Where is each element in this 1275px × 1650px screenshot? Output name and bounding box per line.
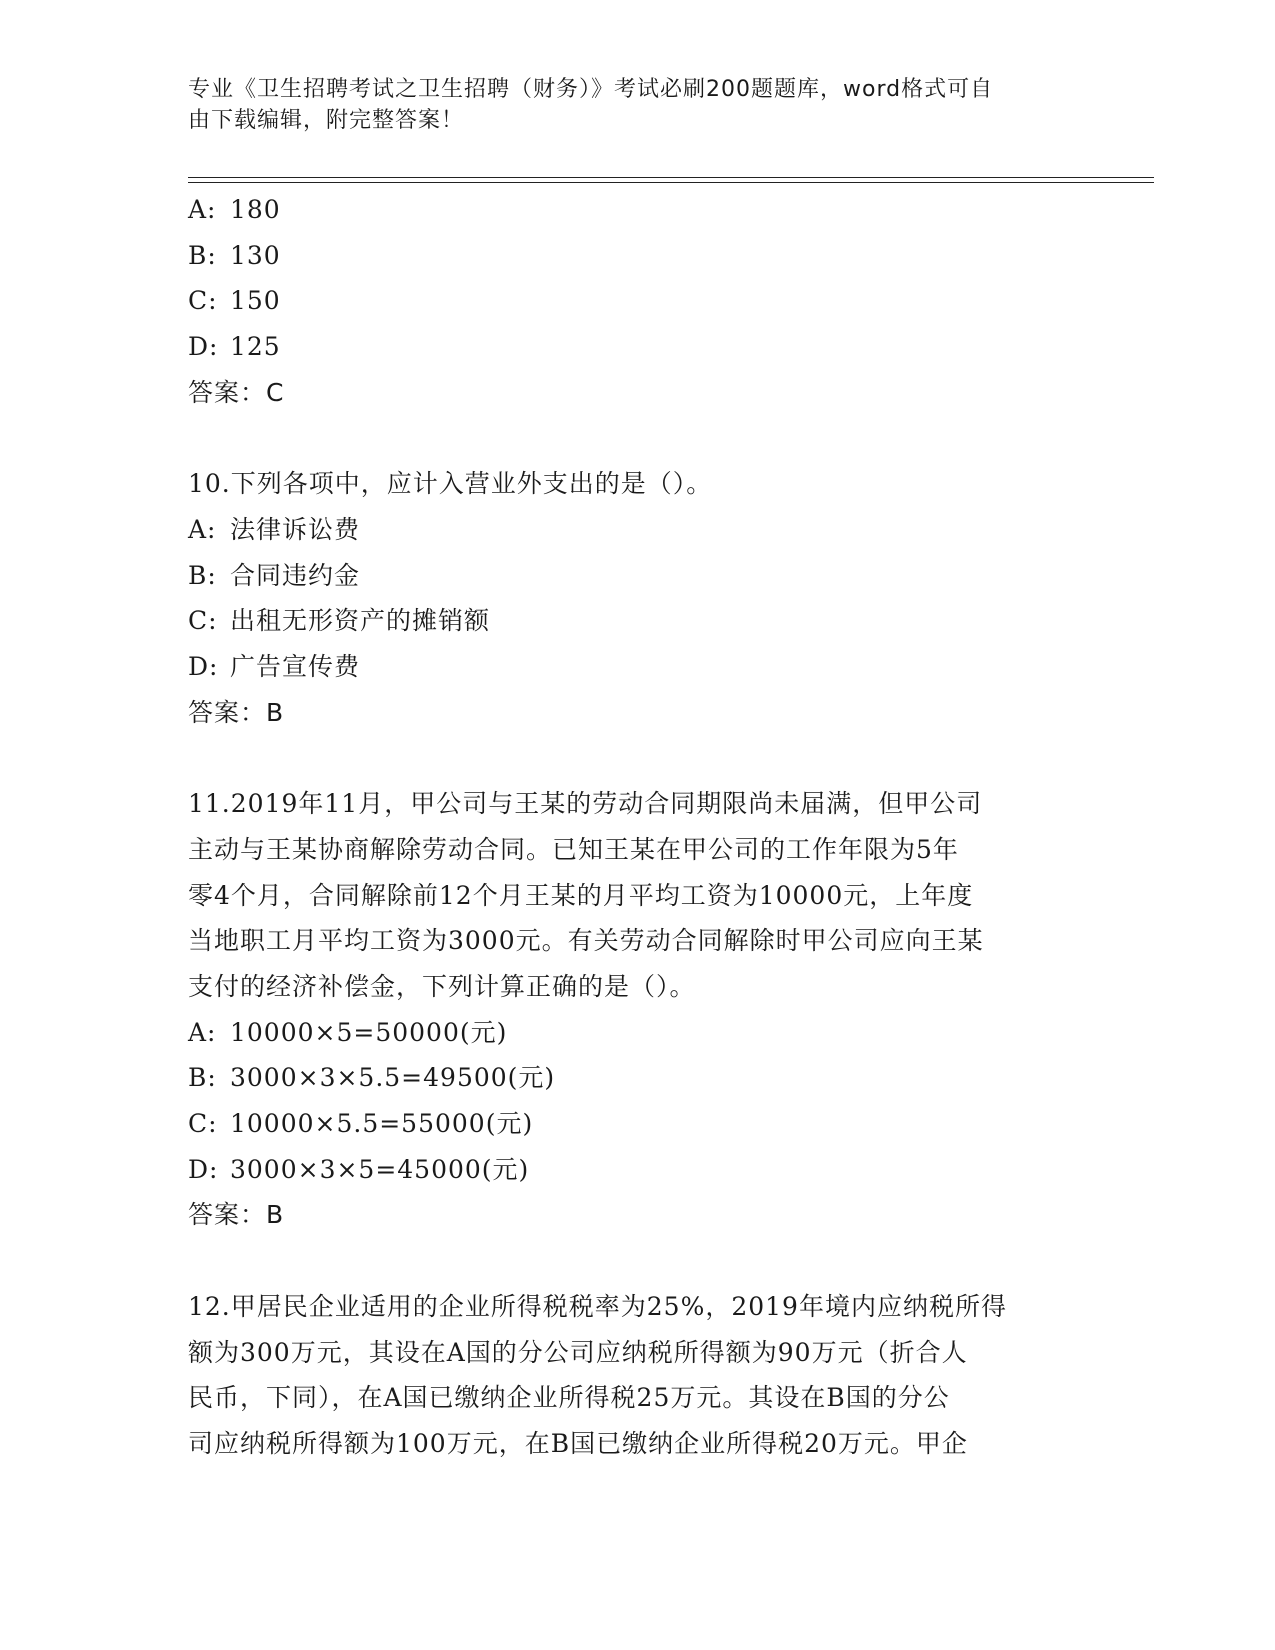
question-stem-line: 司应纳税所得额为100万元，在B国已缴纳企业所得税20万元。甲企 — [188, 1428, 968, 1458]
option-c: C: 10000×5.5=55000(元) — [188, 1109, 534, 1139]
question-content — [188, 187, 1068, 1467]
answer-line: 答案：B — [188, 1200, 285, 1230]
answer-line: 答案：B — [188, 697, 285, 727]
question-stem-line: 额为300万元，其设在A国的分公司应纳税所得额为90万元（折合人 — [188, 1337, 968, 1367]
option-d: D: 3000×3×5=45000(元) — [188, 1154, 530, 1184]
question-stem: 10.下列各项中，应计入营业外支出的是（）。 — [188, 469, 713, 499]
option-b: B: 130 — [188, 240, 281, 270]
spacer — [188, 1238, 1068, 1284]
question-stem-line: 主动与王某协商解除劳动合同。已知王某在甲公司的工作年限为5年 — [188, 834, 959, 864]
spacer — [188, 416, 1068, 462]
document-header — [188, 74, 1068, 136]
option-c: C: 150 — [188, 286, 281, 316]
question-stem-line: 12.甲居民企业适用的企业所得税税率为25%，2019年境内应纳税所得 — [188, 1291, 1007, 1321]
header-line-1: 专业《卫生招聘考试之卫生招聘（财务）》考试必刷200题题库，word格式可自 — [188, 77, 994, 102]
question-stem-line: 零4个月，合同解除前12个月王某的月平均工资为10000元，上年度 — [188, 880, 974, 910]
header-divider-top — [188, 177, 1154, 178]
option-b: B: 3000×3×5.5=49500(元) — [188, 1063, 556, 1093]
question-9-options — [188, 187, 1068, 416]
header-divider-bottom — [188, 182, 1154, 183]
option-d: D: 广告宣传费 — [188, 652, 361, 682]
option-a: A: 10000×5=50000(元) — [188, 1017, 508, 1047]
question-10 — [188, 461, 1068, 735]
answer-line: 答案：C — [188, 377, 285, 407]
option-a: A: 法律诉讼费 — [188, 514, 361, 544]
header-line-2: 由下载编辑，附完整答案！ — [188, 108, 465, 133]
question-11 — [188, 781, 1068, 1238]
option-d: D: 125 — [188, 332, 281, 362]
question-stem-line: 11.2019年11月，甲公司与王某的劳动合同期限尚未届满，但甲公司 — [188, 789, 983, 819]
question-12 — [188, 1284, 1068, 1467]
question-stem-line: 当地职工月平均工资为3000元。有关劳动合同解除时甲公司应向王某 — [188, 926, 984, 956]
question-stem-line: 支付的经济补偿金，下列计算正确的是（）。 — [188, 971, 696, 1001]
spacer — [188, 735, 1068, 781]
option-a: A: 180 — [188, 195, 281, 224]
question-stem-line: 民币，下同），在A国已缴纳企业所得税25万元。其设在B国的分公 — [188, 1383, 950, 1413]
option-b: B: 合同违约金 — [188, 560, 361, 590]
option-c: C: 出租无形资产的摊销额 — [188, 606, 491, 636]
